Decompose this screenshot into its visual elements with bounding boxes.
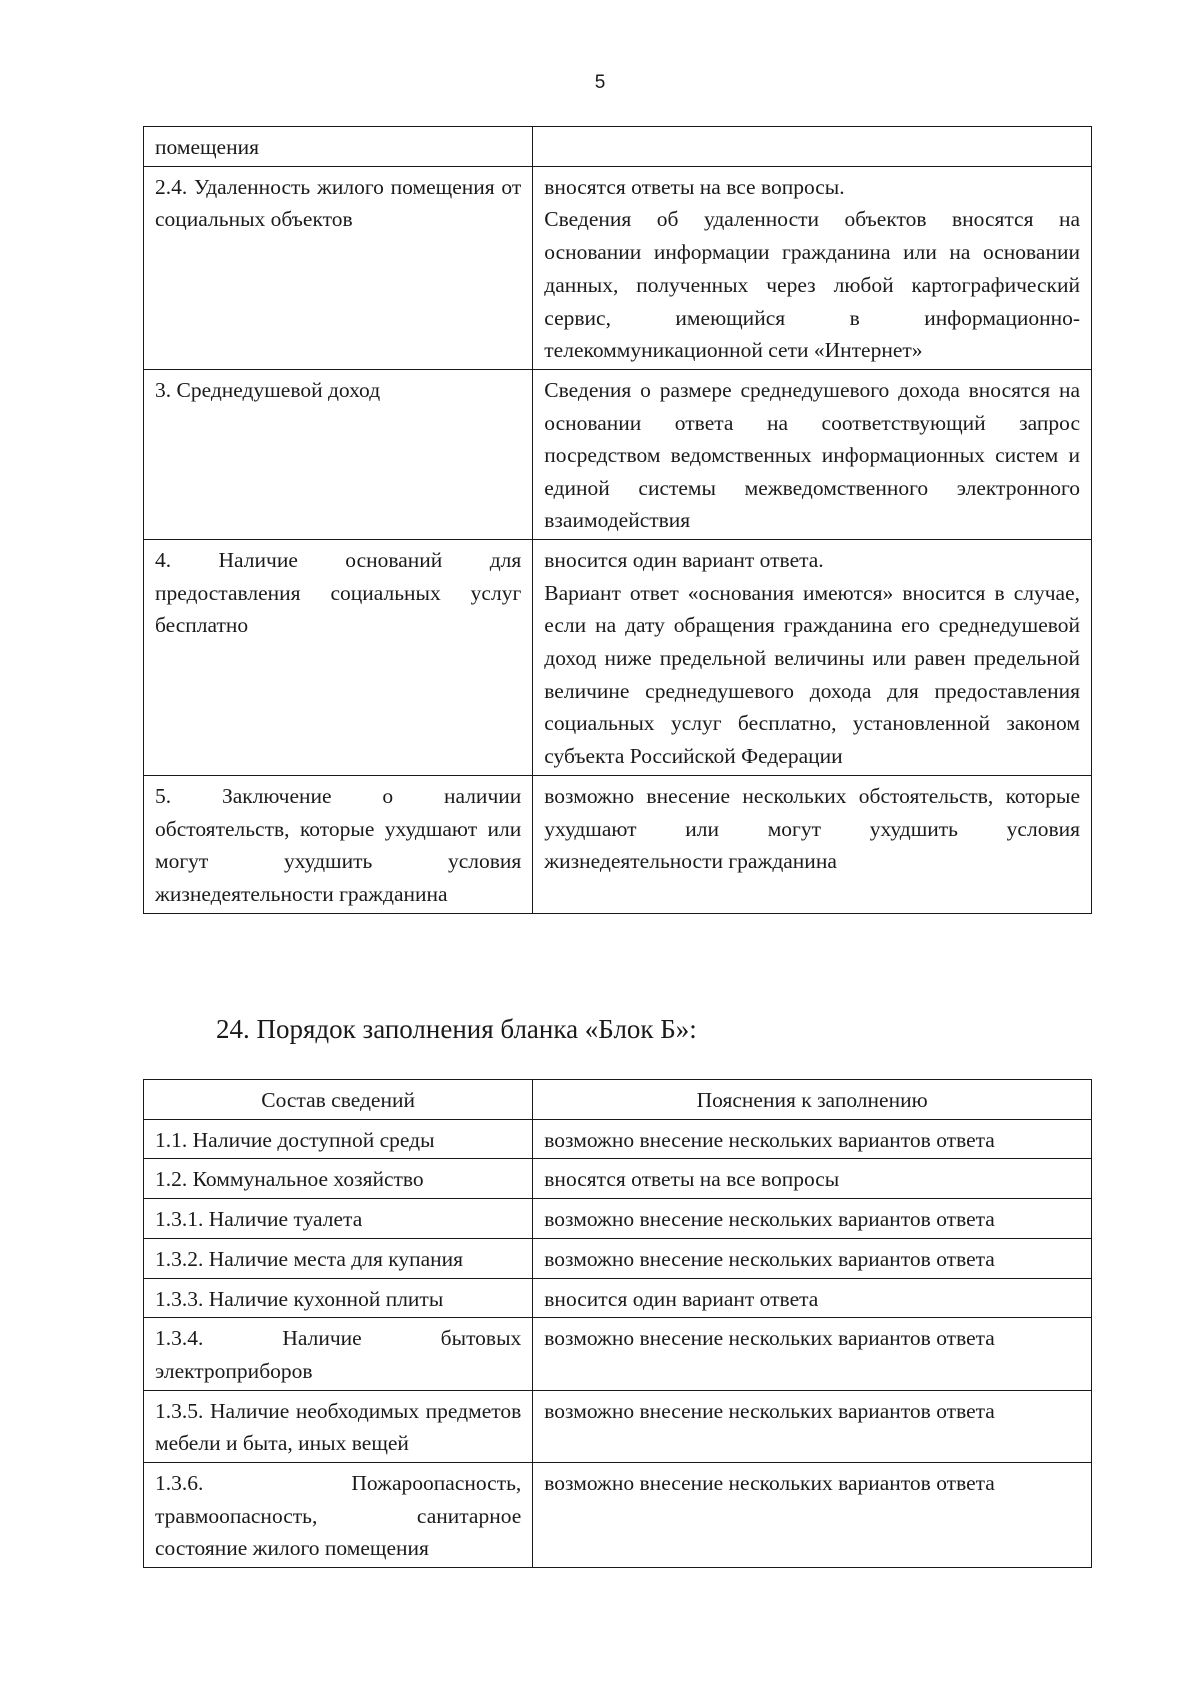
table-cell-item: 1.3.3. Наличие кухонной плиты — [144, 1278, 533, 1318]
table-block-b — [143, 1079, 1092, 1568]
table-cell-explanation — [533, 539, 1092, 775]
explanation-paragraph: возможно внесение нескольких обстоятельств, которые ухудшают или могут ухудшить условия жизнедеятельности гражданина — [544, 783, 1080, 874]
table-cell-explanation: возможно внесение нескольких вариантов ответа — [533, 1318, 1092, 1390]
table-cell-item: 5. Заключение о наличии обстоятельств, которые ухудшают или могут ухудшить условия жизнедеятельности гражданина — [144, 775, 533, 913]
table-cell-explanation: возможно внесение нескольких вариантов ответа — [533, 1119, 1092, 1159]
table-cell-explanation: вносятся ответы на все вопросы — [533, 1159, 1092, 1199]
table-row — [144, 1199, 1092, 1239]
table-row — [144, 539, 1092, 775]
table-cell-explanation: возможно внесение нескольких вариантов ответа — [533, 1463, 1092, 1568]
table-cell-explanation — [533, 369, 1092, 539]
table-row — [144, 1119, 1092, 1159]
table-cell-item: 1.3.2. Наличие места для купания — [144, 1238, 533, 1278]
explanation-paragraph: Вариант ответ «основания имеются» вносится в случае, если на дату обращения гражданина его среднедушевой доход ниже предельной величины или равен предельной величине среднедушевого дохода для предоставления социальных услуг бесплатно, установленной законом субъекта Российской Федерации — [544, 580, 1080, 769]
table-row — [144, 1278, 1092, 1318]
table-row — [144, 1463, 1092, 1568]
table-cell-item: 4. Наличие оснований для предоставления социальных услуг бесплатно — [144, 539, 533, 775]
column-header-composition: Состав сведений — [144, 1080, 533, 1120]
explanation-paragraph: Сведения о размере среднедушевого дохода вносятся на основании ответа на соответствующий запрос посредством ведомственных информационных систем и единой системы межведомственного электронного взаимодействия — [544, 377, 1080, 533]
table-cell-item: 1.3.6. Пожароопасность, травмоопасность, санитарное состояние жилого помещения — [144, 1463, 533, 1568]
explanation-paragraph: вносится один вариант ответа. — [544, 547, 824, 572]
column-header-explanations: Пояснения к заполнению — [533, 1080, 1092, 1120]
table-cell-item: 2.4. Удаленность жилого помещения от социальных объектов — [144, 166, 533, 369]
table-row — [144, 369, 1092, 539]
table-row — [144, 1318, 1092, 1390]
table-row — [144, 1390, 1092, 1462]
page-number: 5 — [594, 72, 606, 93]
table-row — [144, 775, 1092, 913]
table-block-a-continued — [143, 126, 1092, 914]
table-cell-explanation: возможно внесение нескольких вариантов ответа — [533, 1390, 1092, 1462]
table-header-row — [144, 1080, 1092, 1120]
explanation-paragraph: Сведения об удаленности объектов вносятся на основании информации гражданина или на основании данных, полученных через любой картографический сервис, имеющийся в информационно-телекоммуникационной сети «Интернет» — [544, 207, 1080, 363]
table-cell-item: 1.3.4. Наличие бытовых электроприборов — [144, 1318, 533, 1390]
table-cell-item: 1.1. Наличие доступной среды — [144, 1119, 533, 1159]
table-row — [144, 166, 1092, 369]
table-cell-item: помещения — [144, 127, 533, 167]
table-cell-item: 3. Среднедушевой доход — [144, 369, 533, 539]
section-heading: 24. Порядок заполнения бланка «Блок Б»: — [216, 1014, 697, 1044]
table-cell-item: 1.3.5. Наличие необходимых предметов мебели и быта, иных вещей — [144, 1390, 533, 1462]
table-cell-explanation — [533, 166, 1092, 369]
table-row — [144, 127, 1092, 167]
table-cell-explanation — [533, 127, 1092, 167]
table-cell-explanation: возможно внесение нескольких вариантов ответа — [533, 1238, 1092, 1278]
table-cell-item: 1.3.1. Наличие туалета — [144, 1199, 533, 1239]
table-row — [144, 1238, 1092, 1278]
table-cell-item: 1.2. Коммунальное хозяйство — [144, 1159, 533, 1199]
table-cell-explanation: возможно внесение нескольких вариантов ответа — [533, 1199, 1092, 1239]
table-cell-explanation: вносится один вариант ответа — [533, 1278, 1092, 1318]
table-cell-explanation — [533, 775, 1092, 913]
explanation-paragraph: вносятся ответы на все вопросы. — [544, 174, 845, 199]
table-row — [144, 1159, 1092, 1199]
